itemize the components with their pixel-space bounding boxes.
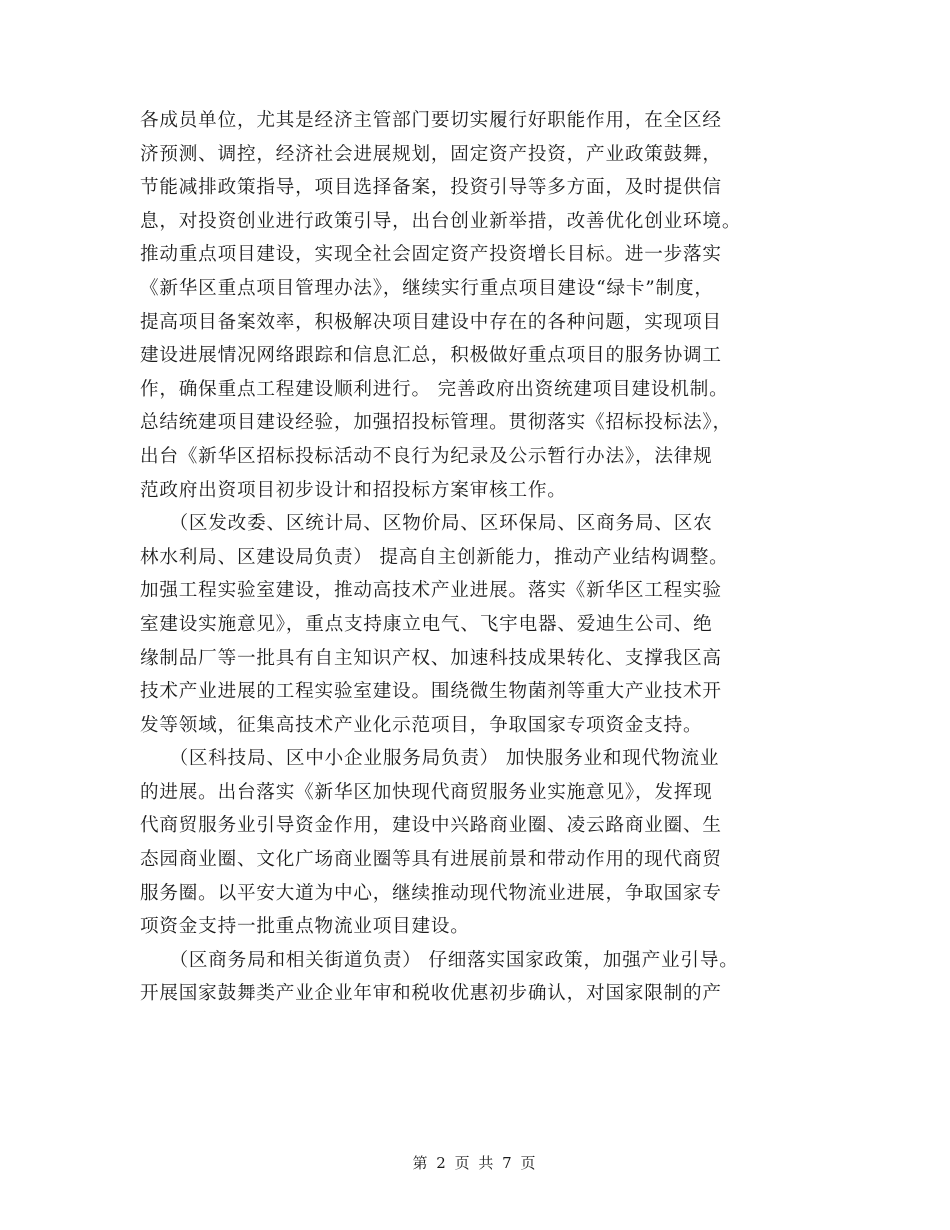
text-line: 范政府出资项目初步设计和招投标方案审核工作。 (140, 479, 567, 501)
text-line: 加强工程实验室建设，推动高技术产业进展。落实《新华区工程实验 (140, 580, 722, 602)
text-line: 林水利局、区建设局负责） 提高自主创新能力，推动产业结构调整。 (140, 546, 729, 568)
text-line: 服务圈。以平安大道为中心，继续推动现代物流业进展，争取国家专 (140, 882, 722, 904)
body-text (140, 104, 840, 1011)
text-line: 技术产业进展的工程实验室建设。围绕微生物菌剂等重大产业技术开 (140, 681, 722, 703)
text-line: 建设进展情况网络跟踪和信息汇总，积极做好重点项目的服务协调工 (140, 345, 722, 367)
text-line: 济预测、调控，经济社会进展规划，固定资产投资，产业政策鼓舞， (140, 143, 722, 165)
text-line: 出台《新华区招标投标活动不良行为纪录及公示暂行办法》，法律规 (140, 445, 713, 467)
text-line: 推动重点项目建设，实现全社会固定资产投资增长目标。进一步落实 (140, 244, 722, 266)
text-line: 缘制品厂等一批具有自主知识产权、加速科技成果转化、支撑我区高 (140, 647, 722, 669)
text-line: 各成员单位，尤其是经济主管部门要切实履行好职能作用，在全区经 (140, 110, 722, 131)
text-line: （区商务局和相关街道负责） 仔细落实国家政策，加强产业引导。 (140, 949, 739, 971)
text-line: 息，对投资创业进行政策引导，出台创业新举措，改善优化创业环境。 (140, 210, 742, 232)
text-line: 总结统建项目建设经验，加强招投标管理。贯彻落实《招标投标法》， (140, 412, 732, 434)
text-line: 节能减排政策指导，项目选择备案，投资引导等多方面，及时提供信 (140, 177, 722, 199)
text-line: （区科技局、区中小企业服务局负责） 加快服务业和现代物流业 (140, 748, 720, 770)
text-line: 态园商业圈、文化广场商业圈等具有进展前景和带动作用的现代商贸 (140, 849, 722, 871)
text-line: 发等领域，征集高技术产业化示范项目，争取国家专项资金支持。 (140, 714, 703, 736)
text-line: 开展国家鼓舞类产业企业年审和税收优惠初步确认，对国家限制的产 (140, 983, 722, 1005)
text-line: 代商贸服务业引导资金作用，建设中兴路商业圈、凌云路商业圈、生 (140, 815, 722, 837)
text-line: 项资金支持一批重点物流业项目建设。 (140, 916, 470, 938)
page-number-footer: 第 2 页 共 7 页 (412, 1154, 538, 1172)
text-line: （区发改委、区统计局、区物价局、区环保局、区商务局、区农 (140, 513, 713, 535)
text-line: 《新华区重点项目管理办法》，继续实行重点项目建设“绿卡”制度， (140, 277, 714, 299)
text-line: 提高项目备案效率，积极解决项目建设中存在的各种问题，实现项目 (140, 311, 722, 333)
text-line: 作，确保重点工程建设顺利进行。 完善政府出资统建项目建设机制。 (140, 378, 729, 400)
text-line: 的进展。出台落实《新华区加快现代商贸服务业实施意见》，发挥现 (140, 781, 713, 803)
text-line: 室建设实施意见》，重点支持康立电气、飞宇电器、爱迪生公司、绝 (140, 613, 713, 635)
